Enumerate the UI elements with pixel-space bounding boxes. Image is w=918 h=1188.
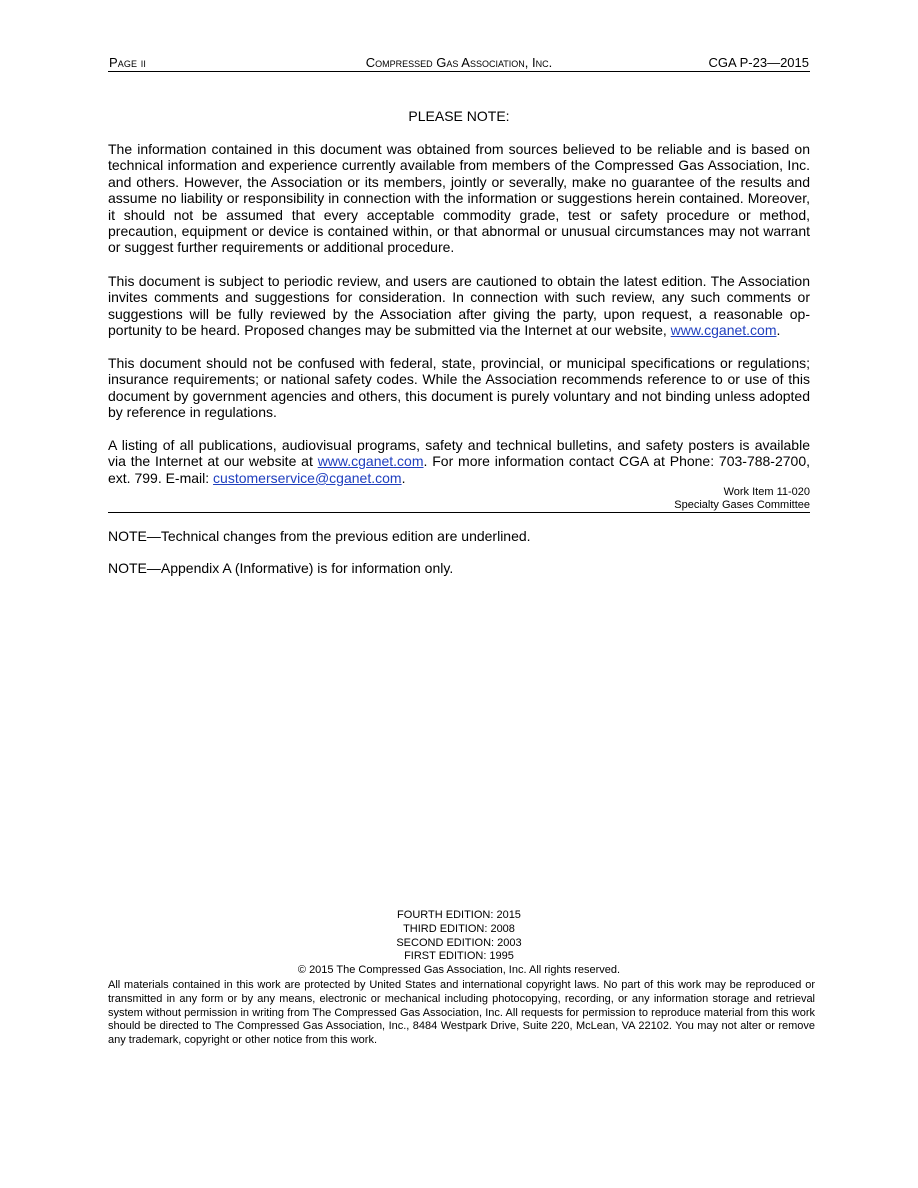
org-name-text: Compressed Gas Association, Inc.: [365, 55, 553, 70]
work-item: Work Item 11-020: [723, 486, 810, 498]
review-text: This document is subject to periodic review, and users are cautioned to obtain the latest edition. The Association invites comments and suggestions for consideration. In connection with such review, any such comments or suggestions will be fully reviewed by the Association after giving the party, upon request, a reasonable opportunity to be heard. Proposed changes may be submitted via the Internet at our website,: [108, 273, 810, 339]
copyright-notice: All materials contained in this work are protected by United States and international copyright laws. No part of this work may be reproduced or transmitted in any form or by any means, electronic or mechanical including photocopying, recording, or any information storage and retrieval system without permission in writing from The Compressed Gas Association, Inc. All requests for permission to reproduce material from this work should be directed to The Compressed Gas Association, Inc., 8484 Westpark Drive, Suite 220, McLean, VA 22102. You may not alter or remove any trademark, copyright or other notice from this work.: [108, 979, 815, 1047]
publications-text: A listing of all publications, audiovisual programs, safety and technical bulletins, and safety posters is available via the Internet at our website at: [108, 437, 810, 470]
page-header: [108, 55, 810, 72]
regulation-paragraph: This document should not be confused with federal, state, provincial, or municipal specifications or regulations; insurance requirements; or national safety codes. While the Association recommends reference to or use of this document by government agencies and others, this document is purely voluntary and not binding unless adopted by reference in regulations.: [108, 355, 810, 421]
review-end: .: [776, 322, 781, 339]
publications-paragraph: [108, 437, 810, 486]
disclaimer-paragraph: The information contained in this document was obtained from sources believed to be reliable and is based on technical information and experience currently available from members of the Compressed Gas Association, Inc. and others. However, the Association or its members, jointly or severally, make no guarantee of the results and assume no liability or responsibility in connection with the information or suggestions herein contained. Moreover, it should not be assumed that every acceptable commodity grade, test or safety procedure or method, precaution, equipment or device is contained within, or that abnormal or unusual circumstances may not warrant or suggest further requirements or additional procedure.: [108, 141, 810, 256]
note-technical-changes: NOTE—Technical changes from the previous edition are underlined.: [108, 528, 531, 544]
website-link[interactable]: www.cganet.com: [670, 322, 777, 339]
page-number: Page ii: [109, 55, 146, 70]
review-paragraph: [108, 273, 810, 339]
email-link[interactable]: customerservice@cganet.com: [213, 469, 402, 486]
publications-end: .: [401, 469, 406, 486]
contact-text: . For more information contact CGA at Phone: 703-788-2700, ext. 799. E-mail:: [108, 453, 810, 486]
committee-name: Specialty Gases Committee: [108, 499, 810, 513]
edition-line: THIRD EDITION: 2008: [403, 922, 515, 935]
edition-line: FIRST EDITION: 1995: [404, 950, 514, 963]
page-title: PLEASE NOTE:: [408, 108, 510, 124]
copyright-line: © 2015 The Compressed Gas Association, Inc. All rights reserved.: [297, 964, 621, 977]
edition-line: FOURTH EDITION: 2015: [397, 909, 521, 921]
note-appendix: NOTE—Appendix A (Informative) is for information only.: [108, 560, 454, 576]
website-link-2[interactable]: www.cganet.com: [317, 453, 424, 470]
edition-line: SECOND EDITION: 2003: [396, 936, 522, 949]
edition-history: [108, 909, 810, 978]
document-id: CGA P-23—2015: [708, 55, 809, 70]
header-org-name: [108, 55, 810, 71]
